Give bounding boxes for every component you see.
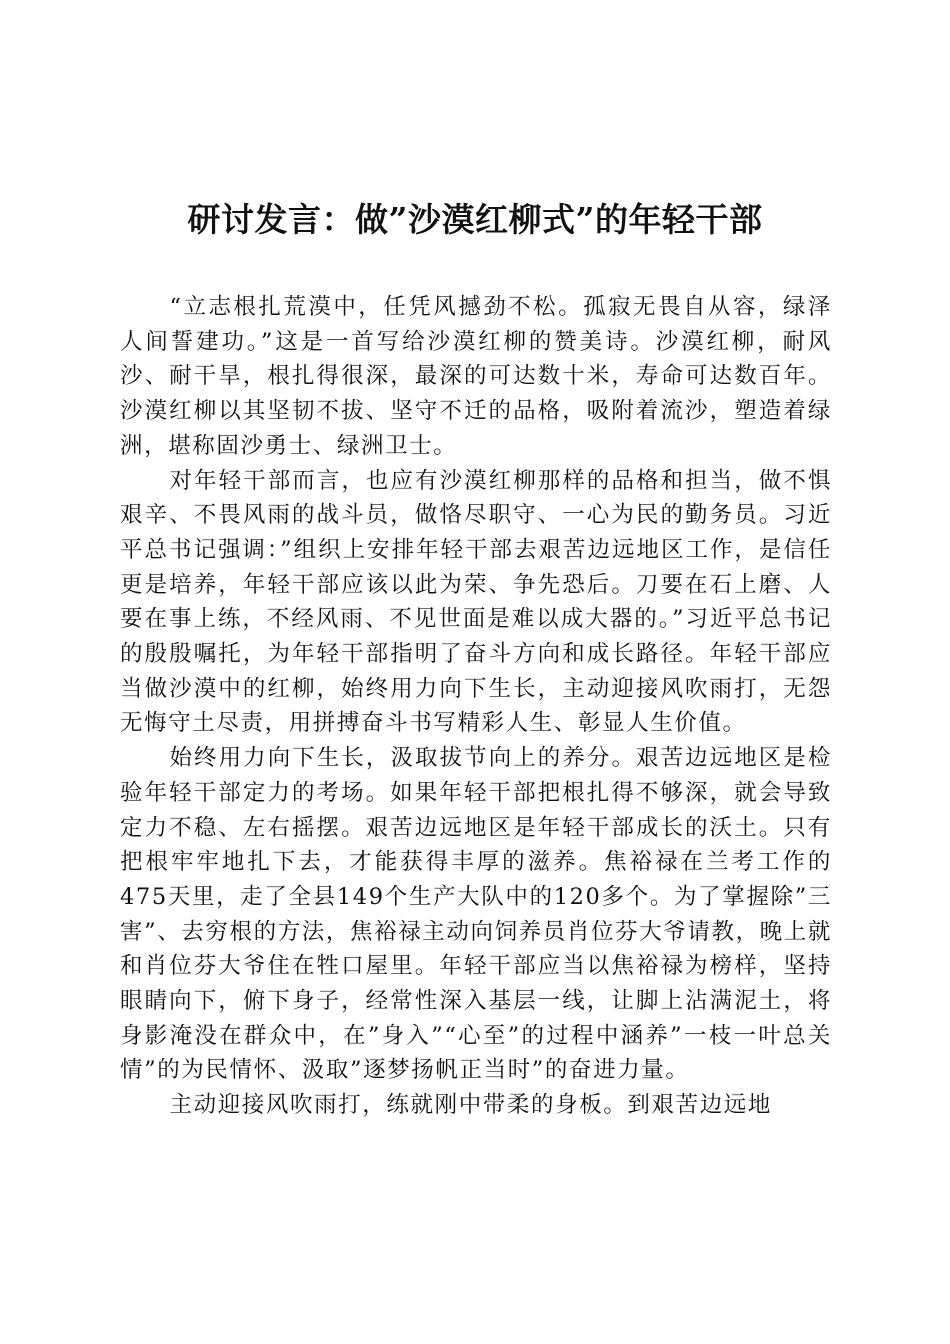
document-body bbox=[120, 290, 832, 1123]
body-paragraph: 始终用力向下生长，汲取拔节向上的养分。艰苦边远地区是检验年轻干部定力的考场。如果年轻干部把根扎得不够深，就会导致定力不稳、左右摇摆。艰苦边远地区是年轻干部成长的沃土。只有把根牢牢地扎下去，才能获得丰厚的滋养。焦裕禄在兰考工作的475天里，走了全县149个生产大队中的120多个。为了掌握除”三害”、去穷根的方法，焦裕禄主动向饲养员肖位芬大爷请教，晚上就和肖位芬大爷住在牲口屋里。年轻干部应当以焦裕禄为榜样，坚持眼睛向下，俯下身子，经常性深入基层一线，让脚上沾满泥土，将身影淹没在群众中，在”身入”“心至”的过程中涵养”一枝一叶总关情”的为民情怀、汲取”逐梦扬帆正当时”的奋进力量。 bbox=[120, 745, 833, 1084]
document-title: 研讨发言：做”沙漠红柳式”的年轻干部 bbox=[187, 200, 763, 239]
body-paragraph: 主动迎接风吹雨打，练就刚中带柔的身板。到艰苦边远地 bbox=[169, 1092, 773, 1119]
body-paragraph: “立志根扎荒漠中，任凭风撼劲不松。孤寂无畏自从容，绿泽人间誓建功。”这是一首写给沙漠红柳的赞美诗。沙漠红柳，耐风沙、耐干旱，根扎得很深，最深的可达数十米，寿命可达数百年。沙漠红柳以其坚韧不拔、坚守不迁的品格，吸附着流沙，塑造着绿洲，堪称固沙勇士、绿洲卫士。 bbox=[120, 294, 832, 459]
body-paragraph: 对年轻干部而言，也应有沙漠红柳那样的品格和担当，做不惧艰辛、不畏风雨的战斗员，做恪尽职守、一心为民的勤务员。习近平总书记强调：”组织上安排年轻干部去艰苦边远地区工作，是信任更是培养，年轻干部应该以此为荣、争先恐后。刀要在石上磨、人要在事上练，不经风雨、不见世面是难以成大器的。”习近平总书记的殷殷嘱托，为年轻干部指明了奋斗方向和成长路径。年轻干部应当做沙漠中的红柳，始终用力向下生长，主动迎接风吹雨打，无怨无悔守土尽责，用拼搏奋斗书写精彩人生、彰显人生价值。 bbox=[120, 467, 832, 737]
